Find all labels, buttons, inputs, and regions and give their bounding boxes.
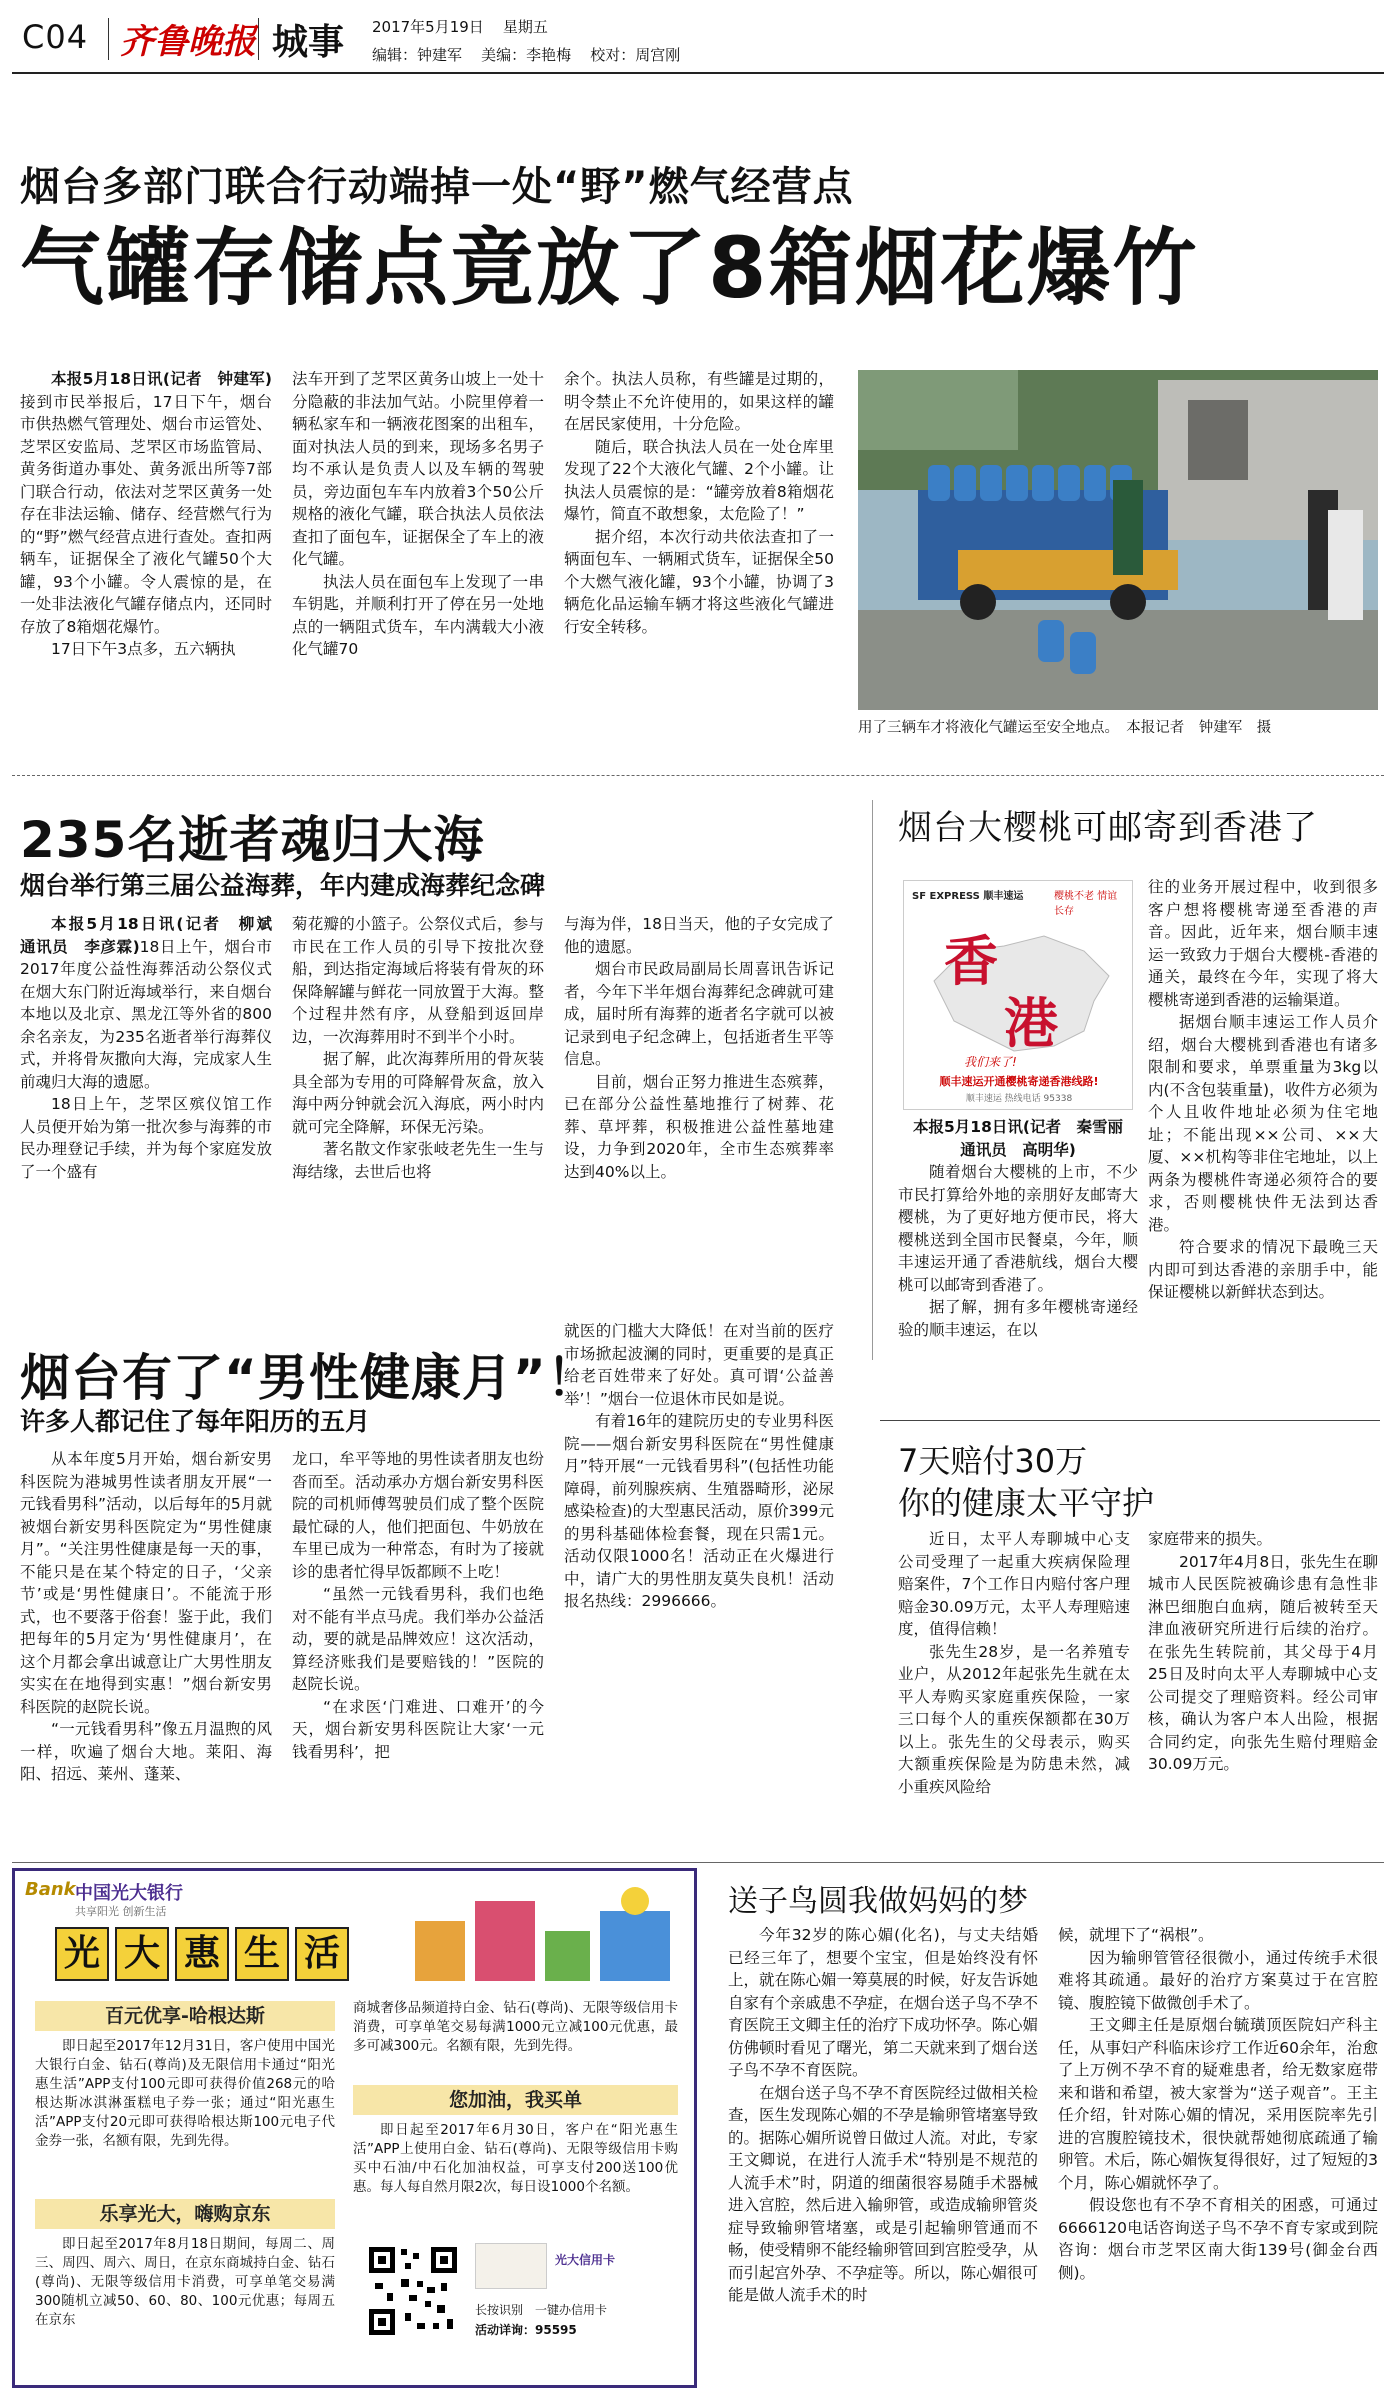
ad-title-char: 活 <box>295 1927 349 1981</box>
ivf-column-2 <box>1058 1924 1378 2386</box>
sea-burial-column-3 <box>564 913 834 1318</box>
insurance-paragraph: 2017年4月8日，张先生在聊城市人民医院被确诊患有急性非淋巴细胞白血病，随后被转至天津血液研究所进行后续的治疗。在张先生转院前，其父母于4月25日及时向太平人寿聊城中心支公司提交了理赔资料。经公司审核，确认为客户本人出险，根据合同约定，向张先生赔付理赔金30.09万元。 <box>1148 1552 1378 1773</box>
qr-label-1: 长按识别 一键办信用卡 <box>475 2303 608 2317</box>
sea-burial-headline: 235名逝者魂归大海 <box>20 811 485 869</box>
insurance-paragraph: 张先生28岁，是一名养殖专业户，从2012年起张先生就在太平人寿购买家庭重疾保险，一家三口每个人的重疾保额都在30万以上。张先生的父母表示，购买大额重疾保险是为防患未然，减小重疾风险给 <box>898 1642 1130 1796</box>
ad-offer-title: 百元优享-哈根达斯 <box>35 2001 335 2031</box>
sea-burial-paragraph: 烟台市民政局副局长周喜讯告诉记者，今年下半年烟台海葬纪念碑就可建成，届时所有海葬的逝者名字就可以被记录到电子纪念碑上，包括逝者生平等信息。 <box>564 960 834 1068</box>
insurance-paragraph: 家庭带来的损失。 <box>1148 1530 1273 1548</box>
cherry-column-2 <box>1148 876 1378 1431</box>
lead-column-2 <box>292 368 544 740</box>
editor-credit: 编辑：钟建军 <box>372 46 463 64</box>
lead-kicker: 烟台多部门联合行动端掉一处“野”燃气经营点 <box>20 164 854 210</box>
ad-title-char: 光 <box>55 1927 109 1981</box>
bank-slogan: 共享阳光 创新生活 <box>75 1905 167 1918</box>
ivf-paragraph: 在烟台送子鸟不孕不育医院经过做相关检查，医生发现陈心媚的不孕是输卵管堵塞导致的。据陈心媚所说曾日做过人流。对此，专家王文卿说，在进行人流手术“特别是不规范的人流手术”时，阴道的细菌很容易随手术器械进入宫腔，然后进入输卵管，或造成输卵管炎症导致输卵管堵塞，或是引起输卵管通而不畅，使受精卵不能经输卵管回到宫腔受孕，从而引起宫外孕、不孕症等。所以，陈心媚很可能是做人流手术的时 <box>728 2083 1039 2304</box>
sf-slogan: 樱桃不老 情谊长存 <box>1054 891 1118 917</box>
mens-health-paragraph: “一元钱看男科”像五月温煦的风一样，吹遍了烟台大地。莱阳、海阳、招远、莱州、蓬莱、 <box>20 1720 272 1783</box>
mens-health-column-2 <box>292 1448 544 1858</box>
sea-burial-paragraph: 目前，烟台正努力推进生态殡葬，已在部分公益性墓地推行了树葬、花葬、草坪葬，积极推进公益性墓地建设，力争到2020年，全市生态殡葬率达到40%以上。 <box>564 1072 834 1181</box>
ad-offer-text <box>35 2235 335 2383</box>
sea-burial-paragraph: 据了解，此次海葬所用的骨灰装具全部为专用的可降解骨灰盒，放入海中两分钟就会沉入海底，两小时内就可完全降解，环保无污染。 <box>292 1050 544 1136</box>
mens-health-column-1 <box>20 1448 272 1858</box>
mens-health-headline: 烟台有了“男性健康月”！ <box>20 1349 598 1407</box>
cherry-byline: 本报5月18日讯(记者 秦雪丽 通讯员 高明华) <box>913 1118 1139 1159</box>
bank-ad <box>12 1868 697 2388</box>
section-divider <box>880 1420 1380 1421</box>
lead-paragraph: 随后，联合执法人员在一处仓库里发现了22个大液化气罐、2个小罐。让执法人员震惊的是：“罐旁放着8箱烟花爆竹，简直不敢想象，太危险了！” <box>564 437 834 523</box>
shopping-illustration-icon <box>405 1881 685 1991</box>
ad-title-char: 生 <box>235 1927 289 1981</box>
sea-burial-byline: 本报5月18日讯(记者 柳斌 通讯员 李彦霖) <box>20 915 288 956</box>
mens-health-paragraph: 龙口，牟平等地的男性读者朋友也纷沓而至。活动承办方烟台新安男科医院的司机师傅驾驶员们成了整个医院最忙碌的人，他们把面包、牛奶放在车里已成为一种常态，有时为了接就诊的患者忙得早饭都顾不上吃！ <box>292 1450 544 1581</box>
issue-weekday: 星期五 <box>502 18 548 36</box>
mens-health-paragraph: “在求医‘门难进、口难开’的今天，烟台新安男科医院让大家‘一元钱看男科’，把 <box>292 1697 544 1761</box>
cherry-paragraph: 符合要求的情况下最晚三天内即可到达香港的亲朋手中，能保证樱桃以新鲜状态到达。 <box>1148 1238 1378 1301</box>
sea-burial-column-1 <box>20 913 288 1318</box>
cherry-paragraph: 往的业务开展过程中，收到很多客户想将樱桃寄递至香港的声音。因此，近年来，烟台顺丰速运一致致力于烟台大樱桃-香港的通关，最终在今年，实现了将大樱桃寄递到香港的运输渠道。 <box>1148 878 1378 1009</box>
designer-credit: 美编：李艳梅 <box>481 46 572 64</box>
page-number: C04 <box>22 18 89 56</box>
lead-byline: 本报5月18日讯(记者 钟建军) <box>51 370 272 388</box>
mens-health-subhead: 许多人都记住了每年阳历的五月 <box>20 1407 371 1436</box>
sea-burial-paragraph: 与海为伴，18日当天，他的子女完成了他的遗愿。 <box>564 915 834 956</box>
cherry-headline: 烟台大樱桃可邮寄到香港了 <box>898 808 1318 848</box>
sea-burial-paragraph: 18日上午，芝罘区殡仪馆工作人员便开始为第一批次参与海葬的市民办理登记手续，并为每个家庭发放了一个盛有 <box>20 1095 272 1181</box>
sea-burial-paragraph: 菊花瓣的小篮子。公祭仪式后，参与市民在工作人员的引导下按批次登船，到达指定海域后将装有骨灰的环保降解罐与鲜花一同放置于大海。整个过程井然有序，从登船到返回岸边，一次海葬用时不到半个小时。 <box>292 915 544 1046</box>
ivf-paragraph: 因为输卵管管径很微小，通过传统手术很难将其疏通。最好的治疗方案莫过于在宫腔镜、腹腔镜下做微创手术了。 <box>1058 1948 1378 2012</box>
insurance-headline-2: 你的健康太平守护 <box>898 1484 1155 1522</box>
lead-paragraph: 据介绍，本次行动共依法查扣了一辆面包车、一辆厢式货车，证据保全50个大燃气液化罐，93个小罐，协调了3辆危化品运输车辆才将这些液化气罐进行安全转移。 <box>564 527 834 636</box>
bank-logo: Bank <box>25 1879 76 1900</box>
lead-column-1 <box>20 368 272 740</box>
proofreader-credit: 校对：周宫刚 <box>590 46 681 64</box>
ivf-paragraph: 候，就埋下了“祸根”。 <box>1058 1926 1214 1944</box>
ad-offer-text <box>353 2121 678 2231</box>
hk-char-2: 港 <box>1004 991 1058 1055</box>
qr-label-2: 活动详询：95595 <box>475 2323 577 2337</box>
ivf-paragraph: 今年32岁的陈心媚(化名)，与丈夫结婚已经三年了，想要个宝宝，但是始终没有怀上，就在陈心媚一筹莫展的时候，好友告诉她自家有个亲戚患不孕症，在烟台送子鸟不孕不育医院王文卿主任的治疗下成功怀孕。陈心媚仿佛顿时看见了曙光，第二天就来到了烟台送子鸟不孕不育医院。 <box>728 1926 1039 2079</box>
ad-offer-paragraph: 即日起至2017年6月30日，客户在“阳光惠生活”APP上使用白金、钻石(尊尚)、无限等级信用卡购买中石油/中石化加油权益，可享支付200送100优惠。每人每自然月限2次，每日设1000个名额。 <box>353 2122 678 2195</box>
credit-card-icon <box>475 2243 547 2289</box>
lead-column-3 <box>564 368 834 740</box>
insurance-column-2 <box>1148 1528 1378 1858</box>
sea-burial-paragraph: 18日上午，烟台市2017年度公益性海葬活动公祭仪式在烟大东门附近海域举行，来自烟台本地以及北京、黑龙江等外省的800余名亲友，为235名逝者举行海葬仪式，并将骨灰撒向大海，完成家人生前魂归大海的遗愿。 <box>20 937 272 1091</box>
paper-logo: 齐鲁晚报 <box>120 22 256 62</box>
insurance-column-1 <box>898 1528 1130 1858</box>
lead-paragraph: 余个。执法人员称，有些罐是过期的，明令禁止不允许使用的，如果这样的罐在居民家使用，十分危险。 <box>564 370 834 433</box>
cherry-paragraph: 据烟台顺丰速运工作人员介绍，烟台大樱桃到香港也有诸多限制和要求，单票重量为3kg以内(不含包装重量)，收件方必须为个人且收件地址必须为住宅地址；不能出现××公司、××大厦、××机构等非住宅地址，以上两条为樱桃件寄递必须符合的要求，否则樱桃快件无法到达香港。 <box>1148 1013 1378 1234</box>
masthead-divider <box>108 18 109 60</box>
cherry-paragraph: 据了解，拥有多年樱桃寄递经验的顺丰速运，在以 <box>898 1298 1138 1339</box>
ad-title-char: 惠 <box>175 1927 229 1981</box>
sea-burial-paragraph: 著名散文作家张岐老先生一生与海结缘，去世后也将 <box>292 1140 544 1181</box>
masthead-date-row <box>372 16 548 37</box>
photo-caption: 用了三辆车才将液化气罐运至安全地点。 本报记者 钟建军 摄 <box>858 720 1272 736</box>
ad-title-char: 大 <box>115 1927 169 1981</box>
ad-offer-text <box>35 2037 335 2192</box>
mens-health-paragraph: 有着16年的建院历史的专业男科医院——烟台新安男科医院在“男性健康月”特开展“一元钱看男科”(包括性功能障碍，前列腺疾病、生殖器畸形，泌尿感染检查)的大型惠民活动，原价399元的男科基础体检套餐，现在只需1元。活动仅限1000名！活动正在火爆进行中，请广大的男性朋友莫失良机！活动报名热线：2996666。 <box>564 1412 834 1610</box>
section-name: 城事 <box>272 22 345 63</box>
lead-photo <box>858 370 1378 710</box>
masthead-staff-row <box>372 44 680 65</box>
insurance-paragraph: 近日，太平人寿聊城中心支公司受理了一起重大疾病保险理赔案件，7个工作日内赔付客户理赔金30.09万元，太平人寿理赔速度，值得信赖！ <box>898 1530 1130 1638</box>
mens-health-paragraph: “虽然一元钱看男科，我们也绝对不能有半点马虎。我们举办公益活动，要的就是品牌效应！这次活动，算经济账我们是要赔钱的！”医院的赵院长说。 <box>292 1585 544 1693</box>
mens-health-column-3 <box>564 1320 834 1858</box>
mens-health-paragraph: 从本年度5月开始，烟台新安男科医院为港城男性读者朋友开展“一元钱看男科”活动，以后每年的5月就被烟台新安男科医院定为“男性健康月”。“关注男性健康是每一天的事，不能只是在某个特定的日子，‘父亲节’或是‘男性健康日’。不能流于形式，也不要落于俗套！鉴于此，我们把每年的5月定为‘男性健康月’，在这个月都会拿出诚意让广大男性朋友实实在在地得到实惠！”烟台新安男科医院的赵院长说。 <box>20 1450 272 1716</box>
ad-offer-title: 乐享光大，嗨购京东 <box>35 2199 335 2229</box>
hk-footer: 顺丰速运 热线电话 95338 <box>965 1094 1073 1104</box>
masthead-rule <box>12 72 1384 74</box>
gas-tanks-truck-photo <box>858 370 1378 710</box>
section-divider <box>12 1862 1384 1863</box>
ad-offer-paragraph: 商城奢侈品频道持白金、钻石(尊尚)、无限等级信用卡消费，可享单笔交易每满1000元立减100元优惠，最多可减300元。名额有限，先到先得。 <box>353 2000 678 2054</box>
ad-offer-paragraph: 即日起至2017年12月31日，客户使用中国光大银行白金、钻石(尊尚)及无限信用卡通过“阳光惠生活”APP支付100元即可获得价值268元的哈根达斯冰淇淋蛋糕电子券一张；通过“阳光惠生活”APP支付20元即可获得哈根达斯100元电子代金券一张，名额有限，先到先得。 <box>35 2038 335 2149</box>
lead-paragraph: 法车开到了芝罘区黄务山坡上一处十分隐蔽的非法加气站。小院里停着一辆私家车和一辆液花图案的出租车，面对执法人员的到来，现场多名男子均不承认是负责人以及车辆的驾驶员，旁边面包车车内放着3个50公斤规格的液化气罐，联合执法人员依法查扣了面包车，证据保全了车上的液化气罐。 <box>292 370 544 568</box>
card-label: 光大信用卡 <box>555 2253 616 2267</box>
ivf-paragraph: 王文卿主任是原烟台毓璜顶医院妇产科主任，从事妇产科临床诊疗工作近60余年，治愈了上万例不孕不育的疑难患者，给无数家庭带来和谐和希望，被大家誉为“送子观音”。王主任介绍，针对陈心媚的情况，采用医院率先引进的宫腹腔镜技术，很快就帮她彻底疏通了输卵管。术后，陈心媚恢复得很好，过了短短的3个月，陈心媚就怀孕了。 <box>1058 2016 1378 2192</box>
ad-offer-paragraph: 即日起至2017年8月18日期间，每周二、周三、周四、周六、周日，在京东商城持白金、钻石(尊尚)、无限等级信用卡消费，可享单笔交易满300随机立减50、60、80、100元优惠；每周五在京东 <box>35 2236 335 2328</box>
sf-brand: SF EXPRESS 顺丰速运 <box>912 891 1024 902</box>
hk-char-1: 香 <box>944 929 998 993</box>
qr-code-icon[interactable] <box>365 2243 461 2339</box>
column-divider <box>872 800 873 1360</box>
lead-paragraph: 执法人员在面包车上发现了一串车钥匙，并顺利打开了停在另一处地点的一辆阻式货车，车内满载大小液化气罐70 <box>292 572 544 658</box>
lead-paragraph: 接到市民举报后，17日下午，烟台市供热燃气管理处、烟台市运管处、芝罘区安监局、芝罘区市场监管局、黄务街道办事处、黄务派出所等7部门联合行动，依法对芝罘区黄务一处存在非法运输、储存、经营燃气行为的“野”燃气经营点进行查处。查扣两辆车，证据保全了液化气罐50个大罐，93个小罐。令人震惊的是，在一处非法液化气罐存储点内，还同时存放了8箱烟花爆竹。 <box>20 392 272 636</box>
ad-offer-title: 您加油，我买单 <box>353 2085 678 2115</box>
ivf-headline: 送子鸟圆我做妈妈的梦 <box>728 1884 1028 1919</box>
masthead-divider <box>258 18 259 60</box>
ivf-paragraph: 假设您也有不孕不育相关的困惑，可通过6666120电话咨询送子鸟不孕不育专家或到院咨询：烟台市芝罘区南大街139号(御金台西侧)。 <box>1058 2196 1378 2282</box>
sea-burial-column-2 <box>292 913 544 1318</box>
cherry-promo-image <box>903 880 1133 1110</box>
lead-paragraph: 17日下午3点多，五六辆执 <box>51 640 236 658</box>
hk-tagline: 我们来了! <box>964 1055 1017 1069</box>
hk-banner: 顺丰速运开通樱桃寄递香港线路! <box>939 1075 1099 1088</box>
bank-name: 中国光大银行 <box>75 1883 183 1904</box>
ad-offer-text <box>353 1999 678 2079</box>
cherry-paragraph: 随着烟台大樱桃的上市，不少市民打算给外地的亲朋好友邮寄大樱桃，为了更好地方便市民，将大樱桃送到全国市民餐桌，今年，顺丰速运开通了香港航线，烟台大樱桃可以邮寄到香港了。 <box>898 1163 1138 1294</box>
sea-burial-subhead: 烟台举行第三届公益海葬，年内建成海葬纪念碑 <box>20 871 546 900</box>
issue-date: 2017年5月19日 <box>372 18 484 36</box>
ivf-column-1 <box>728 1924 1038 2386</box>
lead-headline: 气罐存储点竟放了8箱烟花爆竹 <box>20 219 1199 317</box>
ad-title <box>55 1927 349 1981</box>
insurance-headline-1: 7天赔付30万 <box>898 1442 1088 1480</box>
cherry-column-1 <box>898 1116 1138 1428</box>
section-divider <box>12 775 1384 776</box>
mens-health-paragraph: 就医的门槛大大降低！在对当前的医疗市场掀起波澜的同时，更重要的是真正给老百姓带来了好处。真可谓‘公益善举’！”烟台一位退休市民如是说。 <box>564 1322 834 1408</box>
